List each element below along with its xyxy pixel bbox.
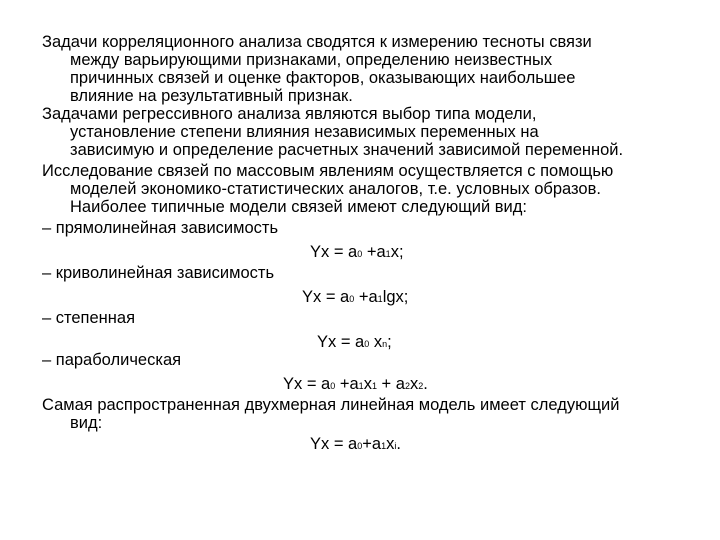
paragraph-4-line-2: вид: <box>70 414 103 432</box>
paragraph-3-line-2: моделей экономико-статистических аналогов, т.е. условных образов. <box>70 180 601 198</box>
model-label-linear: – прямолинейная зависимость <box>42 219 279 237</box>
model-label-curvilinear: – криволинейная зависимость <box>42 264 275 282</box>
paragraph-4-line-1: Самая распространенная двухмерная линейная модель имеет следующий <box>42 396 620 414</box>
formula-power: Yx = a0 xn; <box>317 333 392 351</box>
formula-parabolic: Yx = a0 +a1x1 + a2x2. <box>283 375 428 393</box>
paragraph-3-line-3: Наиболее типичные модели связей имеют следующий вид: <box>70 198 527 216</box>
paragraph-1-line-1: Задачи корреляционного анализа сводятся к измерению тесноты связи <box>42 33 592 51</box>
paragraph-1-line-4: влияние на результативный признак. <box>70 87 353 105</box>
paragraph-2-line-2: установление степени влияния независимых переменных на <box>70 123 539 141</box>
formula-two-dimensional-linear: Yx = a0+a1xi. <box>310 435 401 453</box>
model-label-parabolic: – параболическая <box>42 351 182 369</box>
paragraph-1-line-2: между варьирующими признаками, определению неизвестных <box>70 51 553 69</box>
paragraph-2-line-3: зависимую и определение расчетных значений зависимой переменной. <box>70 141 624 159</box>
paragraph-2-line-1: Задачами регрессивного анализа являются выбор типа модели, <box>42 105 537 123</box>
paragraph-1-line-3: причинных связей и оценке факторов, оказывающих наибольшее <box>70 69 576 87</box>
model-label-power: – степенная <box>42 309 136 327</box>
formula-linear: Yx = a0 +a1x; <box>310 243 404 261</box>
paragraph-3-line-1: Исследование связей по массовым явлениям осуществляется с помощью <box>42 162 614 180</box>
formula-curvilinear: Yx = a0 +a1lgx; <box>302 288 409 306</box>
